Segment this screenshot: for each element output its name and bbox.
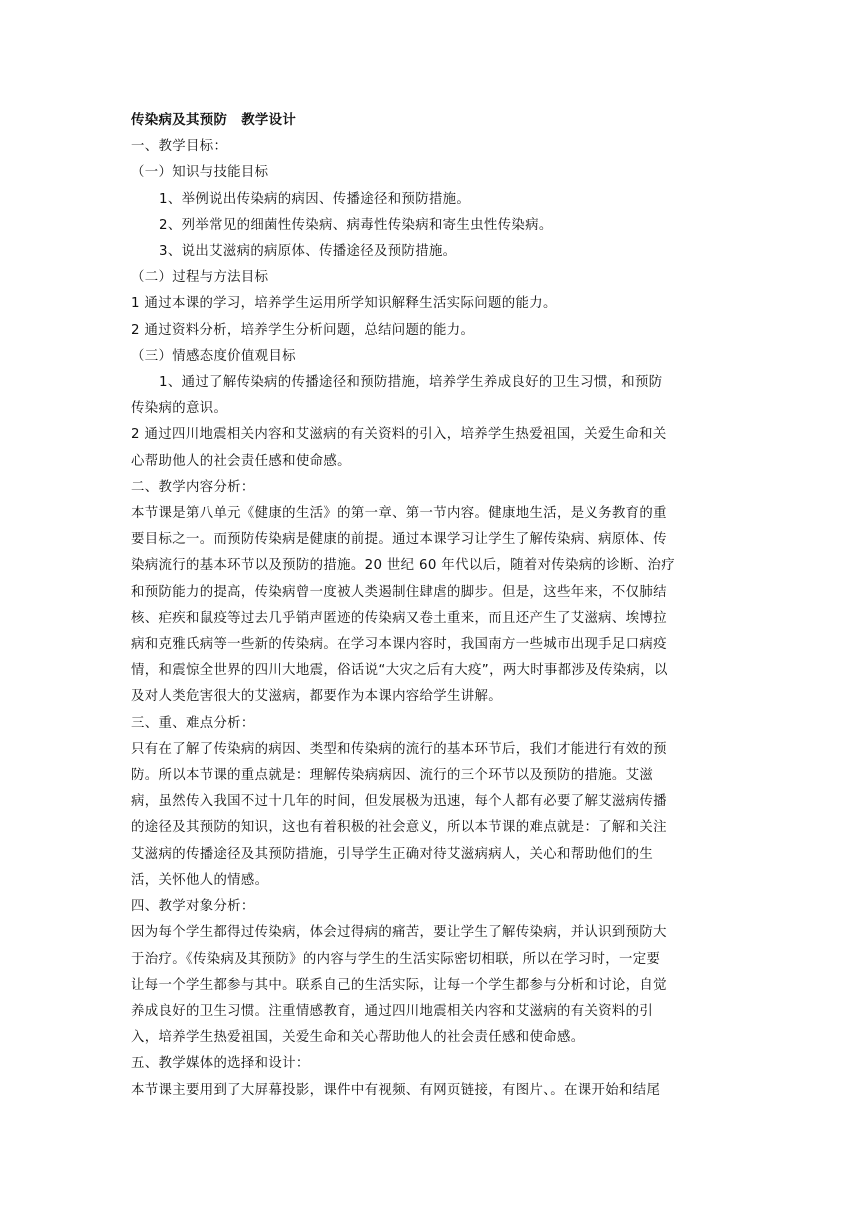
section-heading-media: 五、教学媒体的选择和设计： <box>131 1056 310 1072</box>
paragraph-line: 染病流行的基本环节以及预防的措施。20 世纪 60 年代以后，随着对传染病的诊断、治疗 <box>131 558 675 574</box>
paragraph-line: 于治疗。《传染病及其预防》的内容与学生的生活实际密切相联，所以在学习时，一定要 <box>131 951 661 967</box>
document-title <box>131 108 731 134</box>
objective-item: 1 通过本课的学习，培养学生运用所学知识解释生活实际问题的能力。 <box>131 296 557 312</box>
section-heading-objectives: 一、教学目标： <box>131 139 228 155</box>
paragraph-line: 只有在了解了传染病的病因、类型和传染病的流行的基本环节后，我们才能进行有效的预 <box>131 741 667 757</box>
paragraph-line: 养成良好的卫生习惯。注重情感教育，通过四川地震相关内容和艾滋病的有关资料的引 <box>131 1003 654 1019</box>
objective-item-line: 1、通过了解传染病的传播途径和预防措施，培养学生养成良好的卫生习惯，和预防 <box>159 375 663 391</box>
paragraph-line: 活，关怀他人的情感。 <box>131 872 269 888</box>
paragraph-line: 核、疟疾和鼠疫等过去几乎销声匿迹的传染病又卷土重来，而且还产生了艾滋病、埃博拉 <box>131 610 667 626</box>
title-main: 传染病及其预防 <box>131 113 228 128</box>
paragraph-line: 让每一个学生都参与其中。联系自己的生活实际，让每一个学生都参与分析和讨论，自觉 <box>131 977 667 993</box>
section-heading-key-points: 三、重、难点分析： <box>131 715 255 731</box>
objective-item: 2 通过资料分析，培养学生分析问题，总结问题的能力。 <box>131 322 475 338</box>
paragraph-line: 情，和震惊全世界的四川大地震，俗话说“大灾之后有大疫”，两大时事都涉及传染病，以 <box>131 663 668 679</box>
document-body <box>131 108 731 1104</box>
subheading-process-method: （二）过程与方法目标 <box>131 270 269 286</box>
paragraph-line: 防。所以本节课的重点就是：理解传染病病因、流行的三个环节以及预防的措施。艾滋 <box>131 768 654 784</box>
title-sub: 教学设计 <box>241 113 297 128</box>
paragraph-line: 病，虽然传入我国不过十几年的时间，但发展极为迅速，每个人都有必要了解艾滋病传播 <box>131 794 667 810</box>
objective-item-line: 传染病的意识。 <box>131 401 228 417</box>
paragraph-line: 的途径及其预防的知识，这也有着积极的社会意义，所以本节课的难点就是：了解和关注 <box>131 820 667 836</box>
paragraph-line: 及对人类危害很大的艾滋病，都要作为本课内容给学生讲解。 <box>131 689 502 705</box>
paragraph-line: 入，培养学生热爱祖国，关爱生命和关心帮助他人的社会责任感和使命感。 <box>131 1030 585 1046</box>
paragraph-line: 要目标之一。而预防传染病是健康的前提。通过本课学习让学生了解传染病、病原体、传 <box>131 532 667 548</box>
paragraph-line: 和预防能力的提高，传染病曾一度被人类遏制住肆虐的脚步。但是，这些年来，不仅肺结 <box>131 584 667 600</box>
objective-item: 1、举例说出传染病的病因、传播途径和预防措施。 <box>159 191 471 207</box>
objective-item: 2、列举常见的细菌性传染病、病毒性传染病和寄生虫性传染病。 <box>159 217 553 233</box>
subheading-knowledge-skills: （一）知识与技能目标 <box>131 165 269 181</box>
paragraph-line: 本节课主要用到了大屏幕投影，课件中有视频、有网页链接，有图片、。在课开始和结尾 <box>131 1082 661 1098</box>
section-heading-content-analysis: 二、教学内容分析： <box>131 479 255 495</box>
paragraph-line: 病和克雅氏病等一些新的传染病。在学习本课内容时，我国南方一些城市出现手足口病疫 <box>131 637 667 653</box>
paragraph-line: 艾滋病的传播途径及其预防措施，引导学生正确对待艾滋病病人，关心和帮助他们的生 <box>131 846 654 862</box>
objective-item-line: 心帮助他人的社会责任感和使命感。 <box>131 453 351 469</box>
subheading-attitude-values: （三）情感态度价值观目标 <box>131 348 296 364</box>
objective-item: 3、说出艾滋病的病原体、传播途径及预防措施。 <box>159 244 457 260</box>
section-heading-audience: 四、教学对象分析： <box>131 899 255 915</box>
objective-item-line: 2 通过四川地震相关内容和艾滋病的有关资料的引入，培养学生热爱祖国，关爱生命和关 <box>131 427 667 443</box>
paragraph-line: 本节课是第八单元《健康的生活》的第一章、第一节内容。健康地生活，是义务教育的重 <box>131 506 667 522</box>
paragraph-line: 因为每个学生都得过传染病，体会过得病的痛苦，要让学生了解传染病，并认识到预防大 <box>131 925 667 941</box>
